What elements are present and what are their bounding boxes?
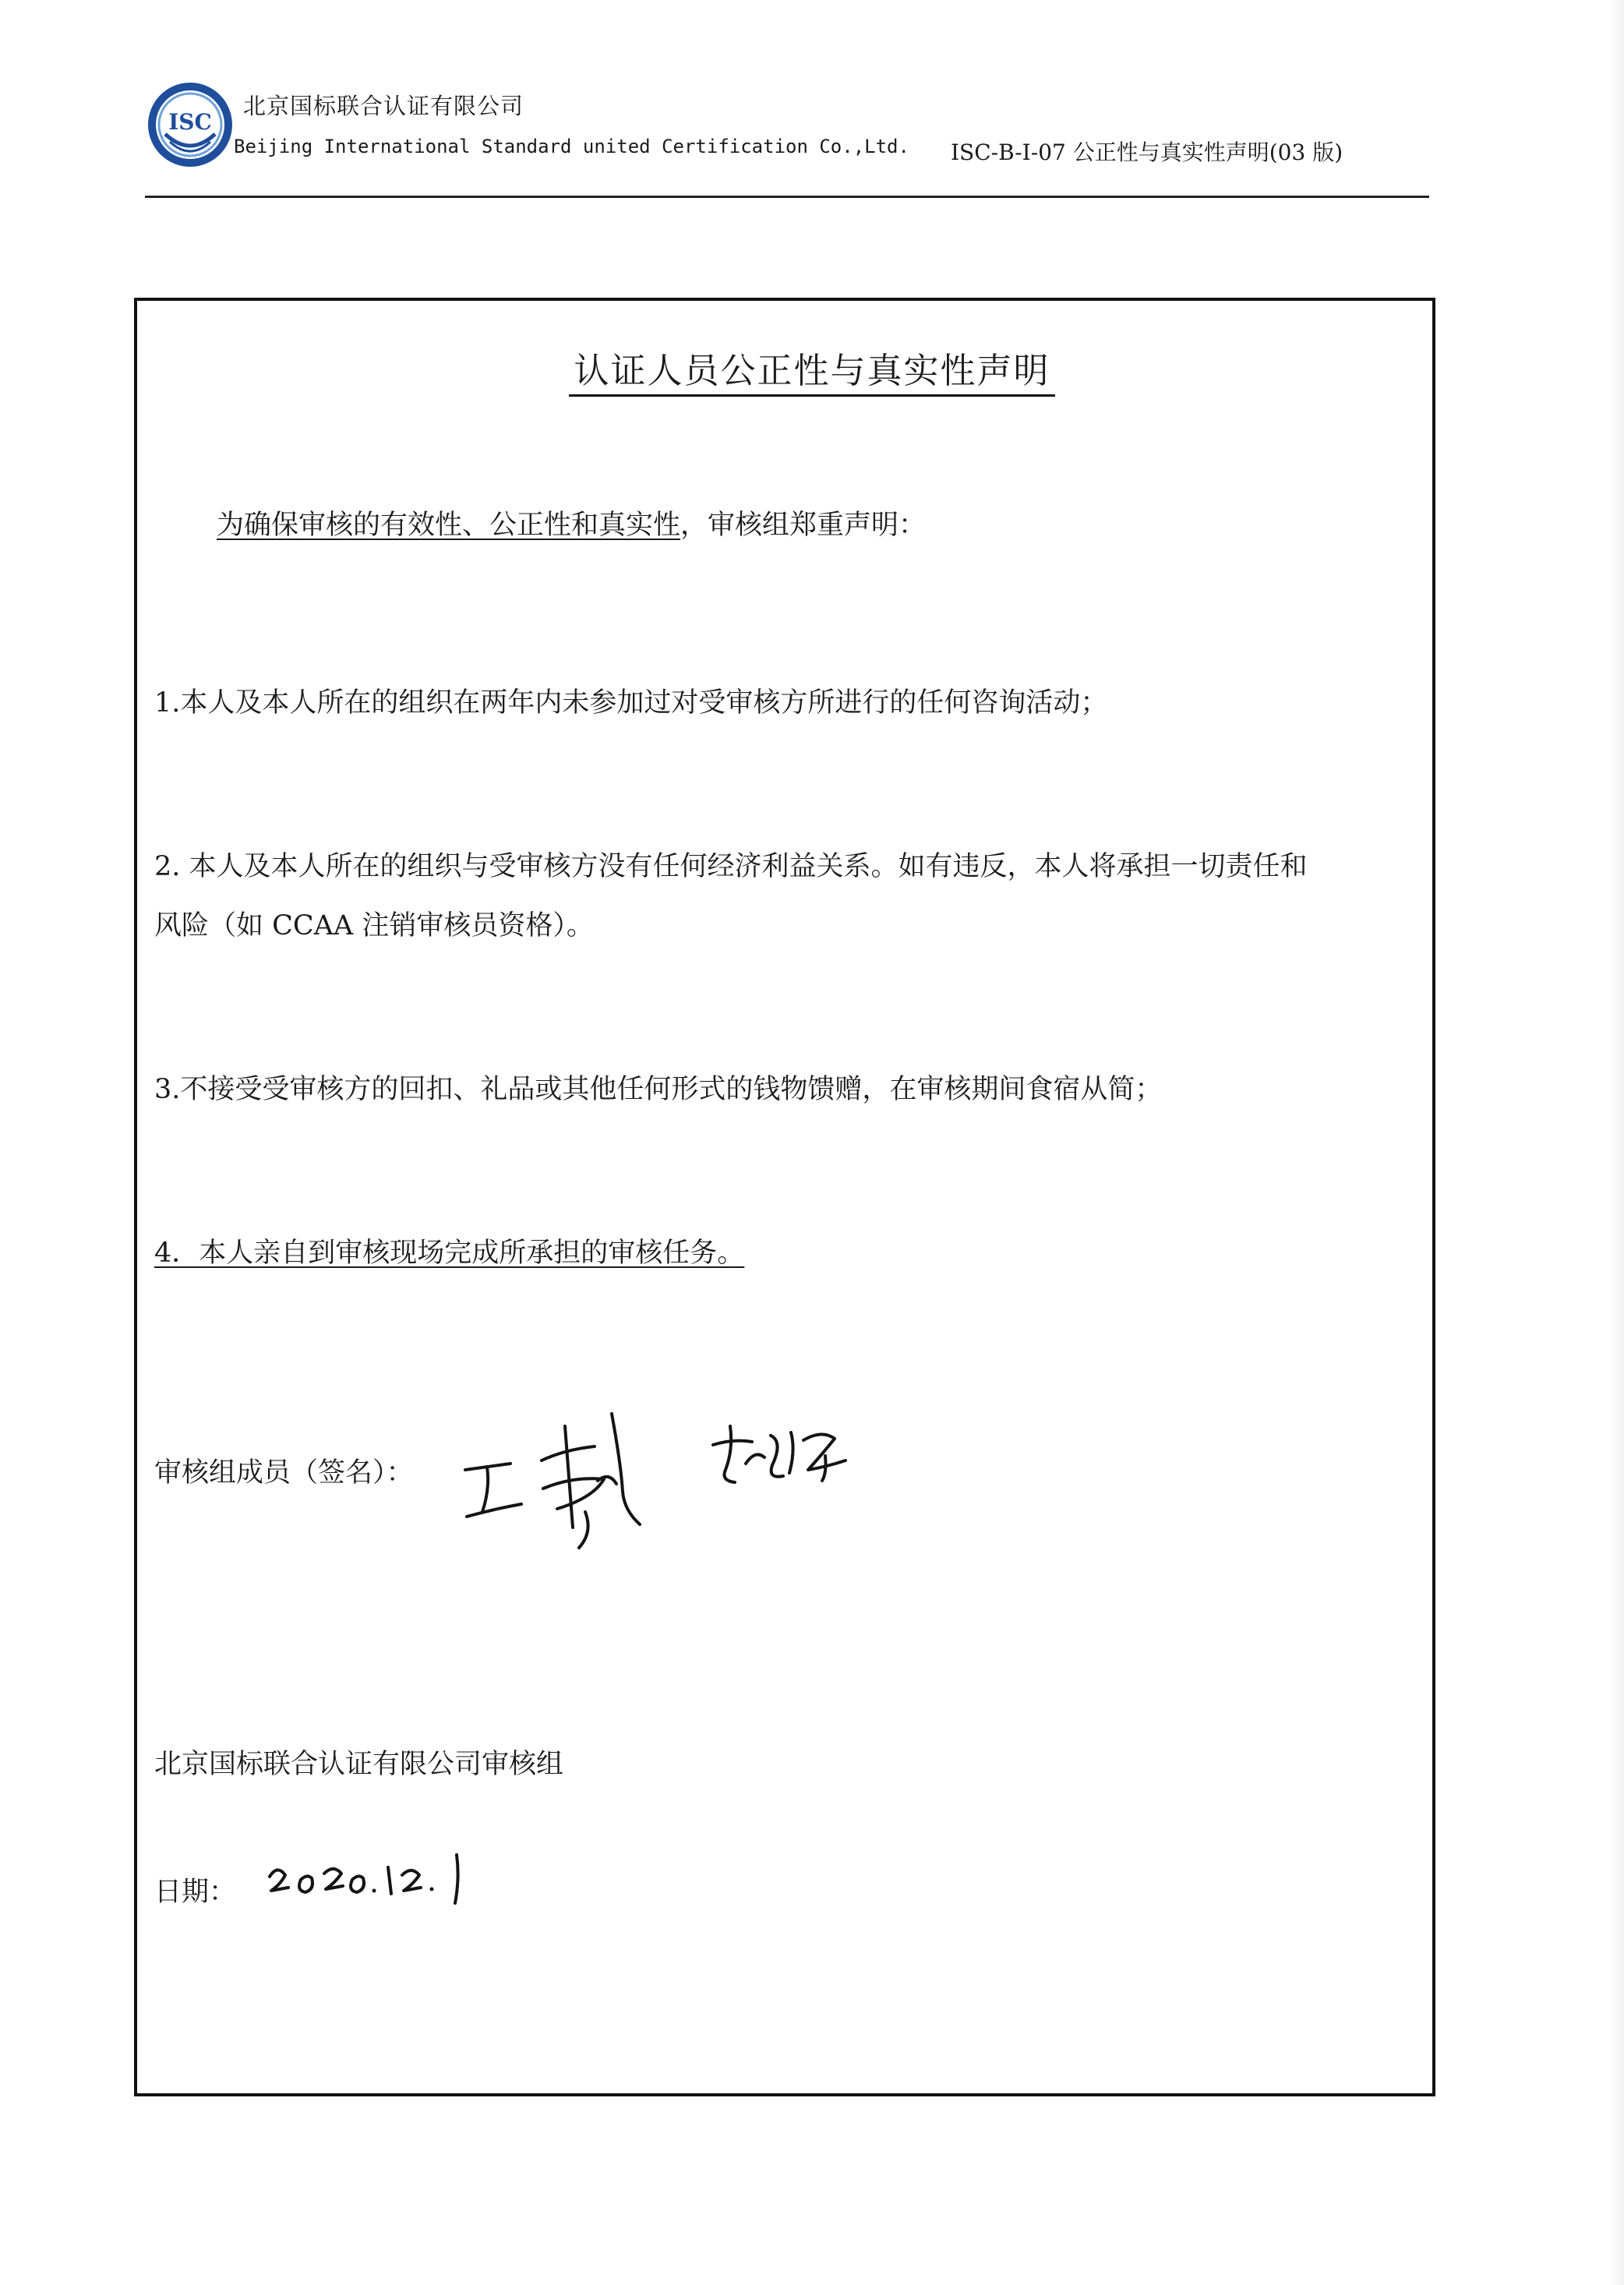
signature-handwriting: [456, 1395, 892, 1551]
form-title: [0, 342, 1624, 393]
declaration-item-4: 4．本人亲自到审核现场完成所承担的审核任务。: [154, 1238, 745, 1269]
declaration-item-3: 3.不接受受审核方的回扣、礼品或其他任何形式的钱物馈赠，在审核期间食宿从简；: [154, 1074, 1163, 1105]
header-divider: [145, 196, 1429, 198]
company-name-en: Beijing International Standard united Certification Co.,Ltd.: [234, 136, 909, 157]
organization-name: 北京国标联合认证有限公司审核组: [154, 1749, 564, 1780]
document-code: ISC-B-I-07 公正性与真实性声明(03 版): [951, 140, 1343, 165]
company-logo: [145, 79, 235, 170]
form-title-text: 认证人员公正性与真实性声明: [569, 350, 1054, 397]
date-label: 日期：: [154, 1877, 237, 1908]
signature-label: 审核组成员（签名）：: [154, 1457, 414, 1489]
form-frame: [134, 298, 1435, 2096]
intro-rest: ，审核组郑重声明：: [680, 510, 927, 541]
logo-text: ISC: [168, 109, 212, 135]
intro-statement: [217, 503, 926, 542]
intro-underlined: 为确保审核的有效性、公正性和真实性: [217, 510, 681, 541]
declaration-item-2-cont: 风险（如 CCAA 注销审核员资格）。: [154, 910, 594, 941]
declaration-item-2: 2. 本人及本人所在的组织与受审核方没有任何经济利益关系。如有违反，本人将承担一切责任和: [154, 851, 1308, 882]
declaration-item-1: 1.本人及本人所在的组织在两年内未参加过对受审核方所进行的任何咨询活动；: [154, 687, 1108, 719]
date-handwriting: [265, 1847, 475, 1909]
company-name-cn: 北京国标联合认证有限公司: [243, 93, 524, 119]
